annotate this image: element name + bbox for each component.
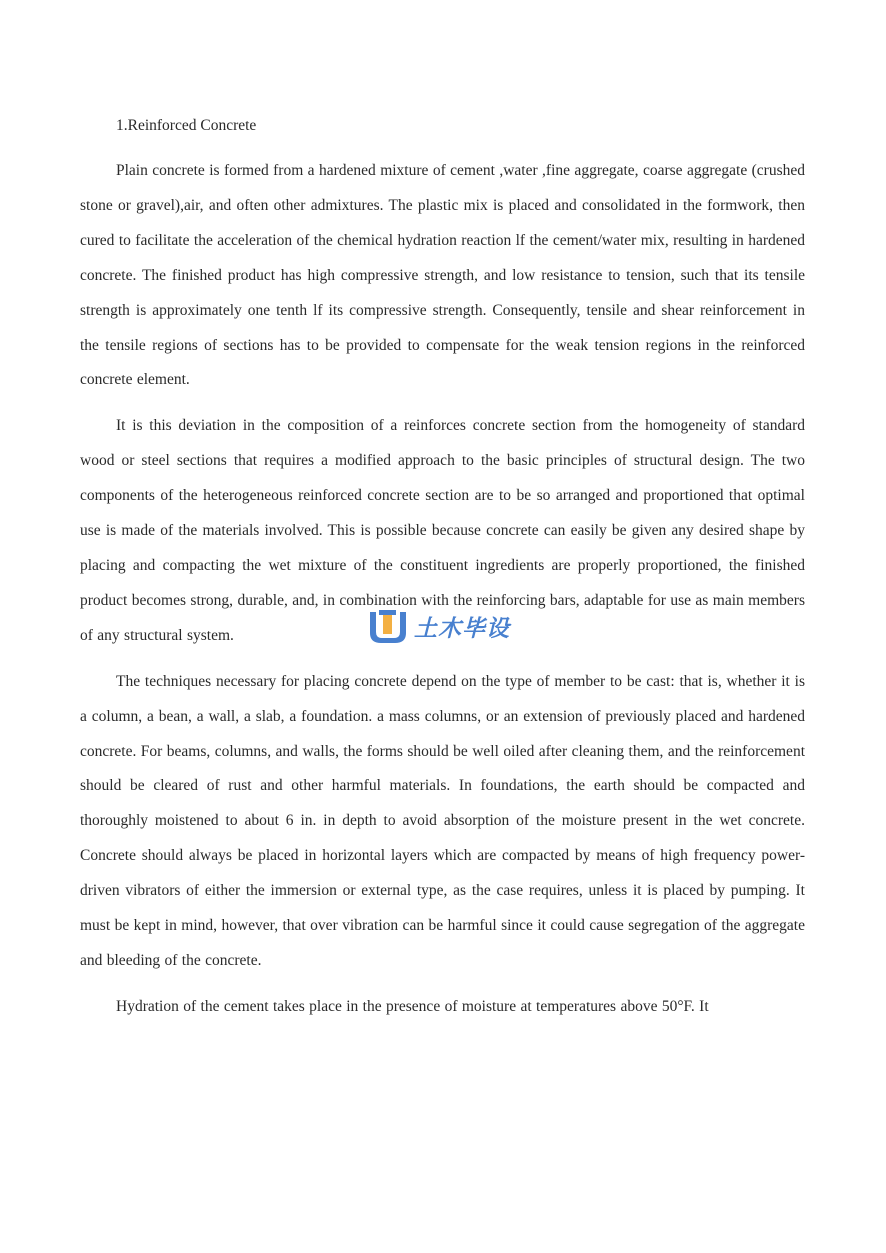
watermark-text: 土木毕设 [414,616,510,642]
paragraph-3: The techniques necessary for placing concrete depend on the type of member to be cast: that is, whether it is a column, a bean, a wall, a slab, a foundation. a mass columns, or an extension of previously placed and hardened concrete. For beams, columns, and walls, the forms should be well oiled after cleaning them, and the reinforcement should be cleared of rust and other harmful materials. In foundations, the earth should be compacted and thoroughly moistened to about 6 in. in depth to avoid absorption of the moisture present in the wet concrete. Concrete should always be placed in horizontal layers which are compacted by means of high frequency power-driven vibrators of either the immersion or external type, as the case requires, unless it is placed by pumping. It must be kept in mind, however, that over vibration can be harmful since it could cause segregation of the aggregate and bleeding of the concrete. [80,672,805,969]
paragraph-4: Hydration of the cement takes place in the presence of moisture at temperatures above 50°F. It [116,997,709,1015]
document-page [80,112,805,1036]
section-heading: 1.Reinforced Concrete [116,117,257,134]
paragraph-1: Plain concrete is formed from a hardened mixture of cement ,water ,fine aggregate, coarse aggregate (crushed stone or gravel),air, and often other admixtures. The plastic mix is placed and consolidated in the formwork, then cured to facilitate the acceleration of the chemical hydration reaction lf the cement/water mix, resulting in hardened concrete. The finished product has high compressive strength, and low resistance to tension, such that its tensile strength is approximately one tenth lf its compressive strength. Consequently, tensile and shear reinforcement in the tensile regions of sections has to be provided to compensate for the weak tension regions in the reinforced concrete element. [80,162,805,389]
paragraph-2: It is this deviation in the composition of a reinforces concrete section from the homogeneity of standard wood or steel sections that requires a modified approach to the basic principles of structural design. The two components of the heterogeneous reinforced concrete section are to be so arranged and proportioned that optimal use is made of the materials involved. This is possible because concrete can easily be given any desired shape by placing and compacting the wet mixture of the constituent ingredients are properly proportioned, the finished product becomes strong, durable, and, in combination with the reinforcing bars, adaptable for use as main members of any structural system. [80,417,805,644]
